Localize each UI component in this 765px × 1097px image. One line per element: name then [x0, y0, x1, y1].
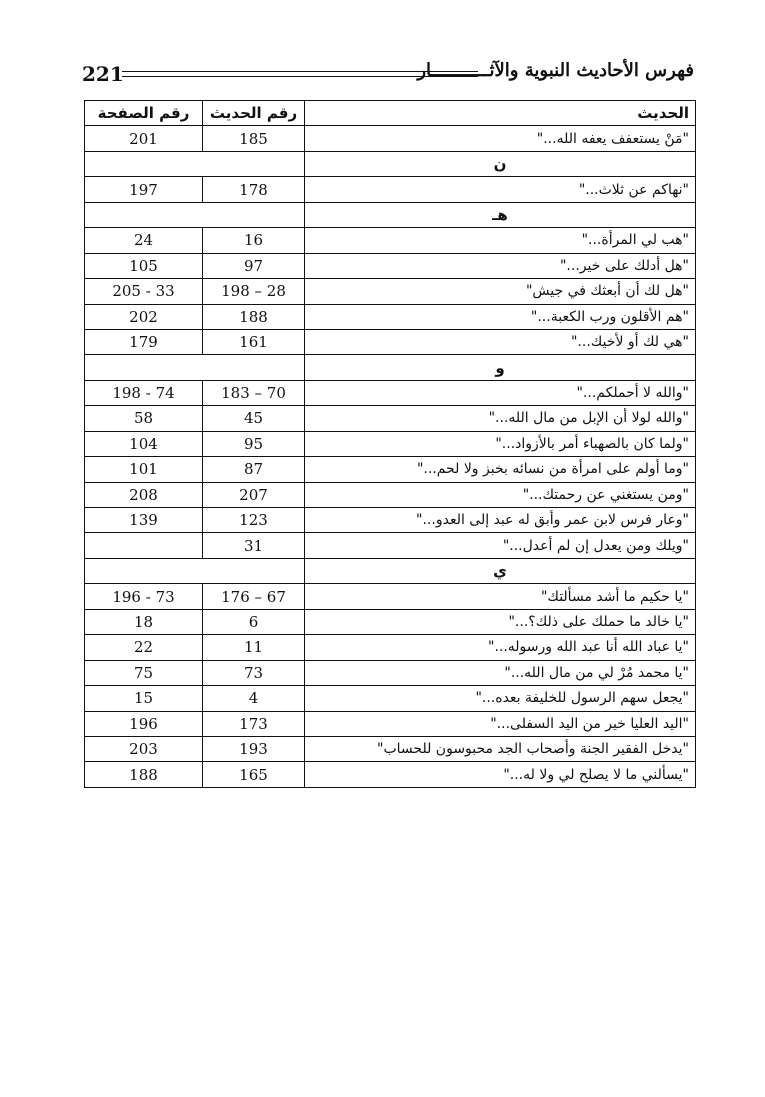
- hadith-number-cell: 161: [203, 329, 305, 354]
- hadith-text-cell: "هب لي المرأة...": [305, 228, 696, 253]
- table-row: [85, 431, 696, 456]
- letter-section-row: [85, 355, 696, 380]
- page-number-cell: 205 - 33: [85, 279, 203, 304]
- page-number-cell: 196: [85, 711, 203, 736]
- hadith-text-cell: "وما أولم على امرأة من نسائه بخبز ولا لحم...": [305, 457, 696, 482]
- page-number-cell: 196 - 73: [85, 584, 203, 609]
- hadith-number-cell: 11: [203, 635, 305, 660]
- hadith-text-cell: "مَنْ يستعفف يعفه الله...": [305, 126, 696, 151]
- table-row: [85, 711, 696, 736]
- page-number-cell: 197: [85, 177, 203, 202]
- table-row: [85, 406, 696, 431]
- column-header-number: رقم الحديث: [203, 101, 305, 126]
- page-number-cell: 202: [85, 304, 203, 329]
- hadith-text-cell: "والله لولا أن الإبل من مال الله...": [305, 406, 696, 431]
- hadith-number-cell: 6: [203, 609, 305, 634]
- page-number-cell: 139: [85, 508, 203, 533]
- table-row: [85, 762, 696, 787]
- blank-cell: [85, 558, 305, 583]
- hadith-text-cell: "اليد العليا خير من اليد السفلى...": [305, 711, 696, 736]
- hadith-text-cell: "ومن يستغني عن رحمتك...": [305, 482, 696, 507]
- hadith-text-cell: "يجعل سهم الرسول للخليفة بعده...": [305, 686, 696, 711]
- hadith-number-cell: 123: [203, 508, 305, 533]
- page-number-cell: 75: [85, 660, 203, 685]
- table-row: [85, 177, 696, 202]
- table-row: [85, 329, 696, 354]
- hadith-text-cell: "يا محمد مُرْ لي من مال الله...": [305, 660, 696, 685]
- hadith-index-table: [84, 100, 696, 788]
- hadith-text-cell: "ولما كان بالصهباء أمر بالأزواد...": [305, 431, 696, 456]
- blank-cell: [85, 151, 305, 176]
- hadith-text-cell: "يا حكيم ما أشد مسألتك": [305, 584, 696, 609]
- hadith-number-cell: 193: [203, 736, 305, 761]
- hadith-text-cell: "يدخل الفقير الجنة وأصحاب الجد محبوسون للحساب": [305, 736, 696, 761]
- table-row: [85, 279, 696, 304]
- page-number-cell: 198 - 74: [85, 380, 203, 405]
- page-number-cell: 15: [85, 686, 203, 711]
- table-row: [85, 508, 696, 533]
- hadith-text-cell: "يسألني ما لا يصلح لي ولا له...": [305, 762, 696, 787]
- hadith-text-cell: "والله لا أحملكم...": [305, 380, 696, 405]
- hadith-number-cell: 178: [203, 177, 305, 202]
- hadith-number-cell: 45: [203, 406, 305, 431]
- table-row: [85, 736, 696, 761]
- hadith-number-cell: 198 – 28: [203, 279, 305, 304]
- section-letter: ن: [305, 151, 696, 176]
- blank-cell: [85, 355, 305, 380]
- page-number-cell: 104: [85, 431, 203, 456]
- table-row: [85, 380, 696, 405]
- hadith-text-cell: "هم الأقلون ورب الكعبة...": [305, 304, 696, 329]
- hadith-text-cell: "ويلك ومن يعدل إن لم أعدل...": [305, 533, 696, 558]
- table-row: [85, 228, 696, 253]
- hadith-text-cell: "هي لك أو لأخيك...": [305, 329, 696, 354]
- page-number-cell: 101: [85, 457, 203, 482]
- letter-section-row: [85, 558, 696, 583]
- column-header-page: رقم الصفحة: [85, 101, 203, 126]
- hadith-number-cell: 16: [203, 228, 305, 253]
- table-row: [85, 253, 696, 278]
- section-letter: هـ: [305, 202, 696, 227]
- hadith-text-cell: "يا عباد الله أنا عبد الله ورسوله...": [305, 635, 696, 660]
- page-number-cell: [85, 533, 203, 558]
- table-row: [85, 457, 696, 482]
- page-number: 221: [82, 62, 124, 86]
- hadith-number-cell: 87: [203, 457, 305, 482]
- hadith-number-cell: 188: [203, 304, 305, 329]
- table-row: [85, 533, 696, 558]
- hadith-number-cell: 176 – 67: [203, 584, 305, 609]
- table-header-row: [85, 101, 696, 126]
- hadith-number-cell: 165: [203, 762, 305, 787]
- running-header: [82, 56, 694, 94]
- table-row: [85, 584, 696, 609]
- hadith-text-cell: "نهاكم عن ثلاث...": [305, 177, 696, 202]
- table-row: [85, 482, 696, 507]
- letter-section-row: [85, 151, 696, 176]
- hadith-number-cell: 97: [203, 253, 305, 278]
- table-row: [85, 686, 696, 711]
- page-number-cell: 179: [85, 329, 203, 354]
- letter-section-row: [85, 202, 696, 227]
- table-row: [85, 660, 696, 685]
- hadith-number-cell: 4: [203, 686, 305, 711]
- hadith-number-cell: 31: [203, 533, 305, 558]
- page-number-cell: 24: [85, 228, 203, 253]
- hadith-number-cell: 183 – 70: [203, 380, 305, 405]
- hadith-text-cell: "هل لك أن أبعثك في جيش": [305, 279, 696, 304]
- hadith-number-cell: 207: [203, 482, 305, 507]
- page-number-cell: 18: [85, 609, 203, 634]
- hadith-number-cell: 95: [203, 431, 305, 456]
- table-row: [85, 304, 696, 329]
- hadith-number-cell: 173: [203, 711, 305, 736]
- section-letter: و: [305, 355, 696, 380]
- page-number-cell: 208: [85, 482, 203, 507]
- table-row: [85, 609, 696, 634]
- page-number-cell: 201: [85, 126, 203, 151]
- hadith-text-cell: "هل أدلك على خير...": [305, 253, 696, 278]
- page-number-cell: 203: [85, 736, 203, 761]
- hadith-text-cell: "يا خالد ما حملك على ذلك؟...": [305, 609, 696, 634]
- page-number-cell: 105: [85, 253, 203, 278]
- table-row: [85, 126, 696, 151]
- page-number-cell: 22: [85, 635, 203, 660]
- page-number-cell: 58: [85, 406, 203, 431]
- blank-cell: [85, 202, 305, 227]
- section-letter: ي: [305, 558, 696, 583]
- page-number-cell: 188: [85, 762, 203, 787]
- hadith-number-cell: 73: [203, 660, 305, 685]
- table-row: [85, 635, 696, 660]
- column-header-hadith: الحديث: [305, 101, 696, 126]
- hadith-number-cell: 185: [203, 126, 305, 151]
- hadith-text-cell: "وعار فرس لابن عمر وأبق له عبد إلى العدو...": [305, 508, 696, 533]
- running-title: فهرس الأحاديث النبوية والآثـــــــــــار: [417, 60, 694, 81]
